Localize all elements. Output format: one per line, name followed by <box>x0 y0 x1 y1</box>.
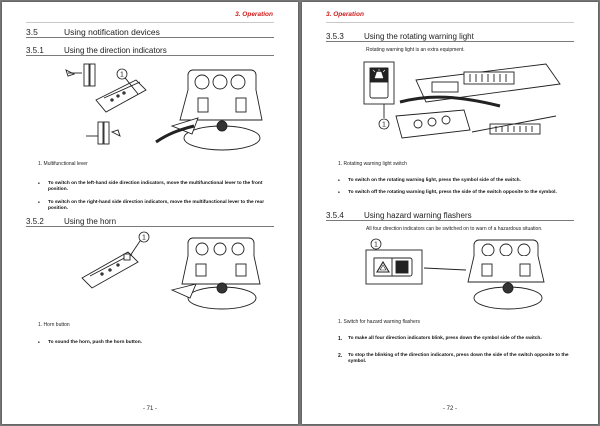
callout-number: 1 <box>374 241 378 249</box>
subsection-number: 3.5.2 <box>26 217 44 226</box>
step-text: To make all four direction indicators blink, press down the symbol side of the switch. <box>348 336 542 341</box>
callout-1 <box>371 239 381 249</box>
running-header: 3. Operation <box>326 11 364 18</box>
section-heading-3-5 <box>26 26 274 38</box>
callout-1 <box>379 119 389 129</box>
callout-number: 1 <box>382 121 386 129</box>
subsection-title: Using hazard warning flashers <box>364 211 472 220</box>
subsection-title: Using the direction indicators <box>64 46 167 55</box>
figure-caption: 1. Switch for hazard warning flashers <box>338 319 420 325</box>
bullet-dot: • <box>38 181 40 187</box>
callout-1 <box>117 69 127 79</box>
figure-caption: 1. Multifunctional lever <box>38 161 88 167</box>
callout-number: 1 <box>142 234 146 242</box>
page-72 <box>302 2 598 424</box>
subsection-title: Using the rotating warning light <box>364 32 474 41</box>
horn-illustration <box>72 230 272 312</box>
step-number: 1. <box>338 336 343 342</box>
hazard-flashers-illustration <box>362 238 562 312</box>
instruction-bullet <box>38 181 272 193</box>
bullet-dot: • <box>338 178 340 184</box>
header-rule <box>26 22 274 23</box>
subsection-heading-3-5-4 <box>326 209 574 221</box>
step-text: To stop the blinking of the direction indicators, press down the side of the switch opposite to the symbol. <box>348 353 569 365</box>
bullet-text: To switch off the rotating warning light, press the side of the switch opposite to the symbol. <box>348 190 557 195</box>
page-71 <box>2 2 298 424</box>
instruction-bullet <box>338 190 572 196</box>
instruction-bullet <box>338 178 572 184</box>
subsection-title: Using the horn <box>64 217 117 226</box>
callout-1 <box>139 232 149 242</box>
subsection-number: 3.5.4 <box>326 211 344 220</box>
running-header: 3. Operation <box>235 11 273 18</box>
bullet-text: To switch on the right-hand side direction indicators, move the multifunctional lever to the rear position. <box>48 200 265 212</box>
instruction-bullet <box>38 340 272 346</box>
section-number: 3.5 <box>26 27 38 37</box>
callout-number: 1 <box>120 71 124 79</box>
bullet-dot: • <box>38 340 40 346</box>
subsection-heading-3-5-2 <box>26 215 274 227</box>
subsection-number: 3.5.3 <box>326 32 344 41</box>
subsection-heading-3-5-3 <box>326 30 574 42</box>
bullet-text: To sound the horn, push the horn button. <box>48 340 142 345</box>
rotating-light-illustration <box>360 58 566 152</box>
subsection-heading-3-5-1 <box>26 44 274 56</box>
figure-caption: 1. Horn button <box>38 322 70 328</box>
page-number: - 71 - <box>142 406 157 412</box>
intro-text: Rotating warning light is an extra equipment. <box>366 47 465 53</box>
bullet-dot: • <box>38 200 40 206</box>
intro-text: All four direction indicators can be switched on to warn of a hazardous situation. <box>366 226 543 232</box>
subsection-number: 3.5.1 <box>26 46 44 55</box>
bullet-text: To switch on the left-hand side direction indicators, move the multifunctional lever to the front position. <box>48 181 263 193</box>
step-number: 2. <box>338 353 343 359</box>
bullet-text: To switch on the rotating warning light, press the symbol side of the switch. <box>348 178 521 183</box>
instruction-step <box>338 353 572 365</box>
header-rule <box>326 22 574 23</box>
instruction-bullet <box>38 200 272 212</box>
page-number: - 72 - <box>442 406 457 412</box>
bullet-dot: • <box>338 190 340 196</box>
direction-indicators-illustration <box>60 60 276 152</box>
instruction-step <box>338 336 572 342</box>
figure-caption: 1. Rotating warning light switch <box>338 161 407 167</box>
section-title: Using notification devices <box>64 27 160 37</box>
